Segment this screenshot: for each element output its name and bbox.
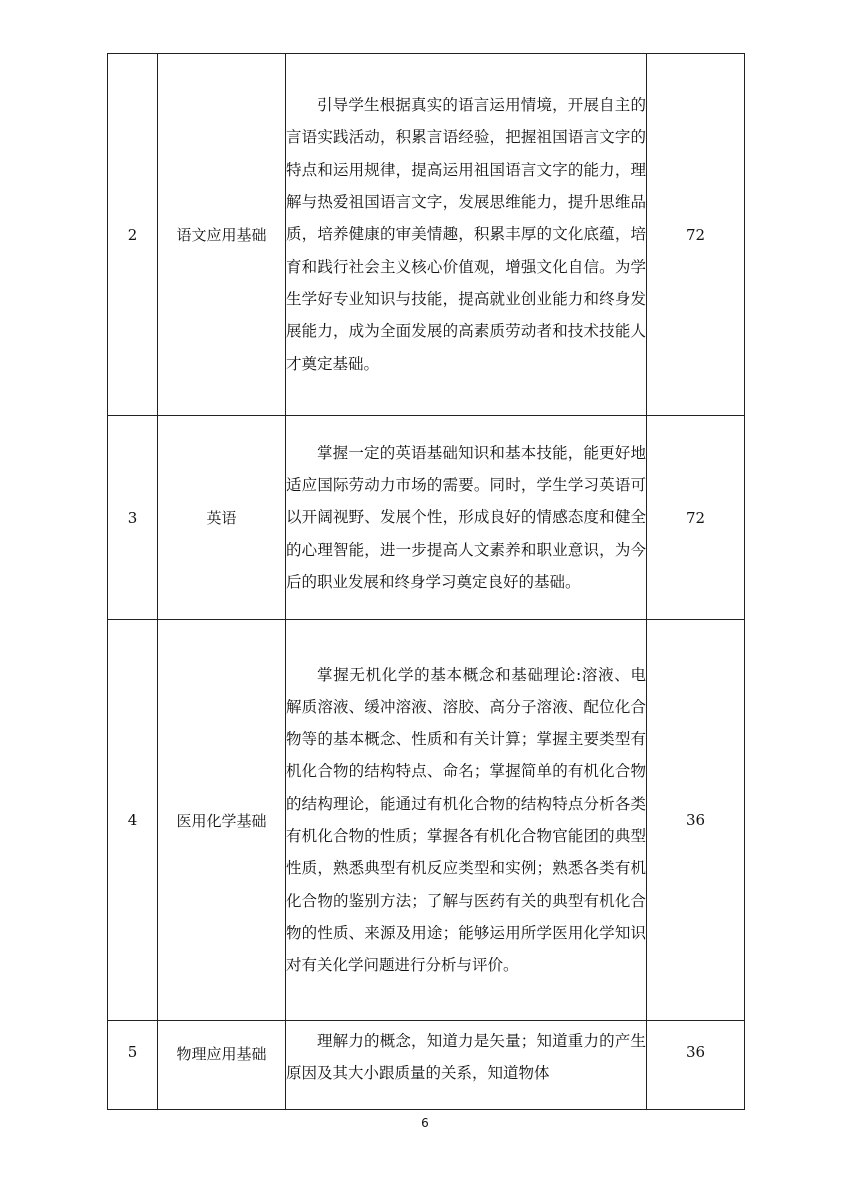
course-hours: 72 xyxy=(647,54,745,416)
course-description: 理解力的概念，知道力是矢量；知道重力的产生原因及其大小跟质量的关系，知道物体 xyxy=(286,1021,647,1110)
table-row xyxy=(108,416,745,620)
course-description: 掌握一定的英语基础知识和基本技能，能更好地适应国际劳动力市场的需要。同时，学生学习英语可以开阔视野、发展个性，形成良好的情感态度和健全的心理智能，进一步提高人文素养和职业意识，为今后的职业发展和终身学习奠定良好的基础。 xyxy=(286,416,647,620)
course-number: 2 xyxy=(108,54,158,416)
course-name: 物理应用基础 xyxy=(158,1021,286,1110)
page-number: 6 xyxy=(421,1116,429,1130)
table-row xyxy=(108,620,745,1021)
table-row xyxy=(108,54,745,416)
course-table xyxy=(107,53,745,1110)
course-name: 医用化学基础 xyxy=(158,620,286,1021)
course-number: 4 xyxy=(108,620,158,1021)
course-name: 语文应用基础 xyxy=(158,54,286,416)
course-number: 5 xyxy=(108,1021,158,1110)
course-hours: 36 xyxy=(647,620,745,1021)
course-description: 引导学生根据真实的语言运用情境，开展自主的言语实践活动，积累言语经验，把握祖国语言文字的特点和运用规律，提高运用祖国语言文字的能力，理解与热爱祖国语言文字，发展思维能力，提升思维品质，培养健康的审美情趣，积累丰厚的文化底蕴，培育和践行社会主义核心价值观，增强文化自信。为学生学好专业知识与技能，提高就业创业能力和终身发展能力，成为全面发展的高素质劳动者和技术技能人才奠定基础。 xyxy=(286,54,647,416)
course-name: 英语 xyxy=(158,416,286,620)
table-row xyxy=(108,1021,745,1110)
course-number: 3 xyxy=(108,416,158,620)
course-hours: 36 xyxy=(647,1021,745,1110)
course-description: 掌握无机化学的基本概念和基础理论:溶液、电解质溶液、缓冲溶液、溶胶、高分子溶液、配位化合物等的基本概念、性质和有关计算；掌握主要类型有机化合物的结构特点、命名；掌握简单的有机化合物的结构理论，能通过有机化合物的结构特点分析各类有机化合物的性质；掌握各有机化合物官能团的典型性质，熟悉典型有机反应类型和实例；熟悉各类有机化合物的鉴别方法；了解与医药有关的典型有机化合物的性质、来源及用途；能够运用所学医用化学知识对有关化学问题进行分析与评价。 xyxy=(286,620,647,1021)
course-hours: 72 xyxy=(647,416,745,620)
